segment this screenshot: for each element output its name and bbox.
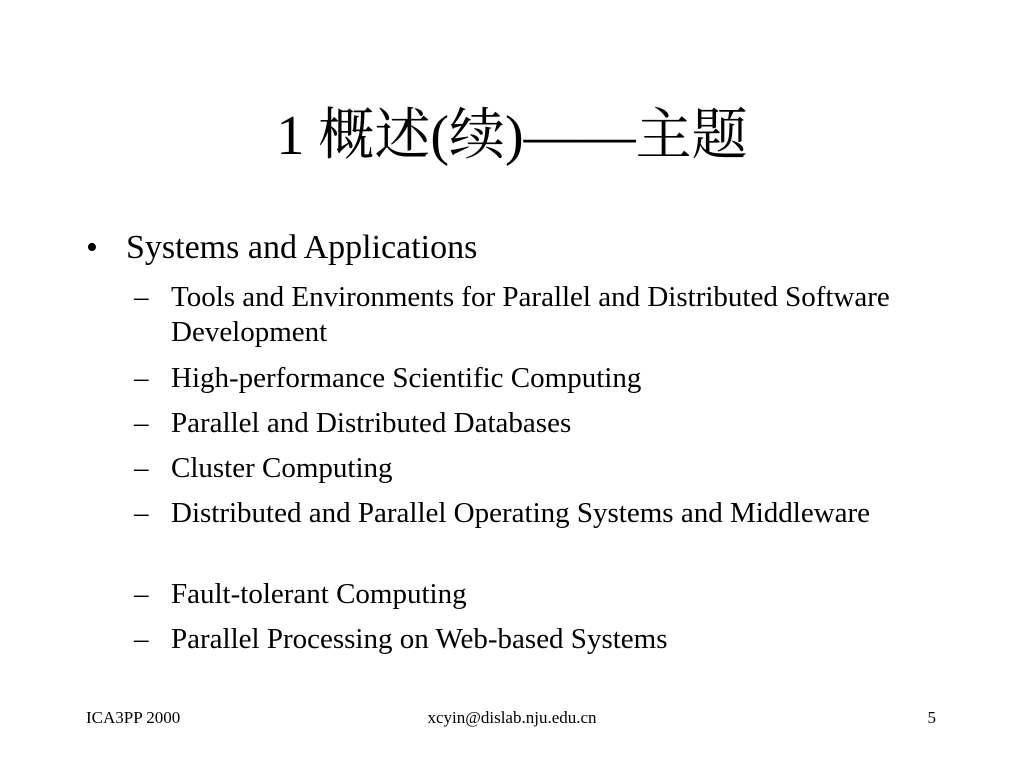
dash-icon: – <box>134 578 149 610</box>
dash-icon: – <box>134 623 149 655</box>
sub-item-label: Distributed and Parallel Operating Systems and Middleware <box>171 497 871 529</box>
bullet-label: Systems and Applications <box>126 229 478 266</box>
sub-item <box>134 361 934 396</box>
sub-item-label: Parallel Processing on Web-based Systems <box>171 623 668 655</box>
sub-item-label: Parallel and Distributed Databases <box>171 407 572 439</box>
dash-icon: – <box>134 407 149 439</box>
footer-email: xcyin@dislab.nju.edu.cn <box>427 708 597 727</box>
sub-item <box>134 496 934 531</box>
dash-icon: – <box>134 362 149 394</box>
dash-icon: – <box>134 452 149 484</box>
bullet-item <box>86 228 477 268</box>
sub-item-label: Fault-tolerant Computing <box>171 578 467 610</box>
sub-item <box>134 406 934 441</box>
sub-item-label: Cluster Computing <box>171 452 393 484</box>
slide-title: 1 概述(续)——主题 <box>276 105 748 167</box>
sub-item-label: High-performance Scientific Computing <box>171 362 642 394</box>
dash-icon: – <box>134 281 149 313</box>
footer-conference: ICA3PP 2000 <box>86 708 181 727</box>
sub-item <box>134 577 934 612</box>
bullet-icon: • <box>86 229 98 266</box>
sub-item <box>134 451 934 486</box>
sub-item-label: Tools and Environments for Parallel and Distributed Software Development <box>171 281 890 348</box>
dash-icon: – <box>134 497 149 529</box>
sub-item <box>134 622 934 657</box>
sub-item <box>134 280 934 350</box>
footer-page-number: 5 <box>927 708 936 727</box>
